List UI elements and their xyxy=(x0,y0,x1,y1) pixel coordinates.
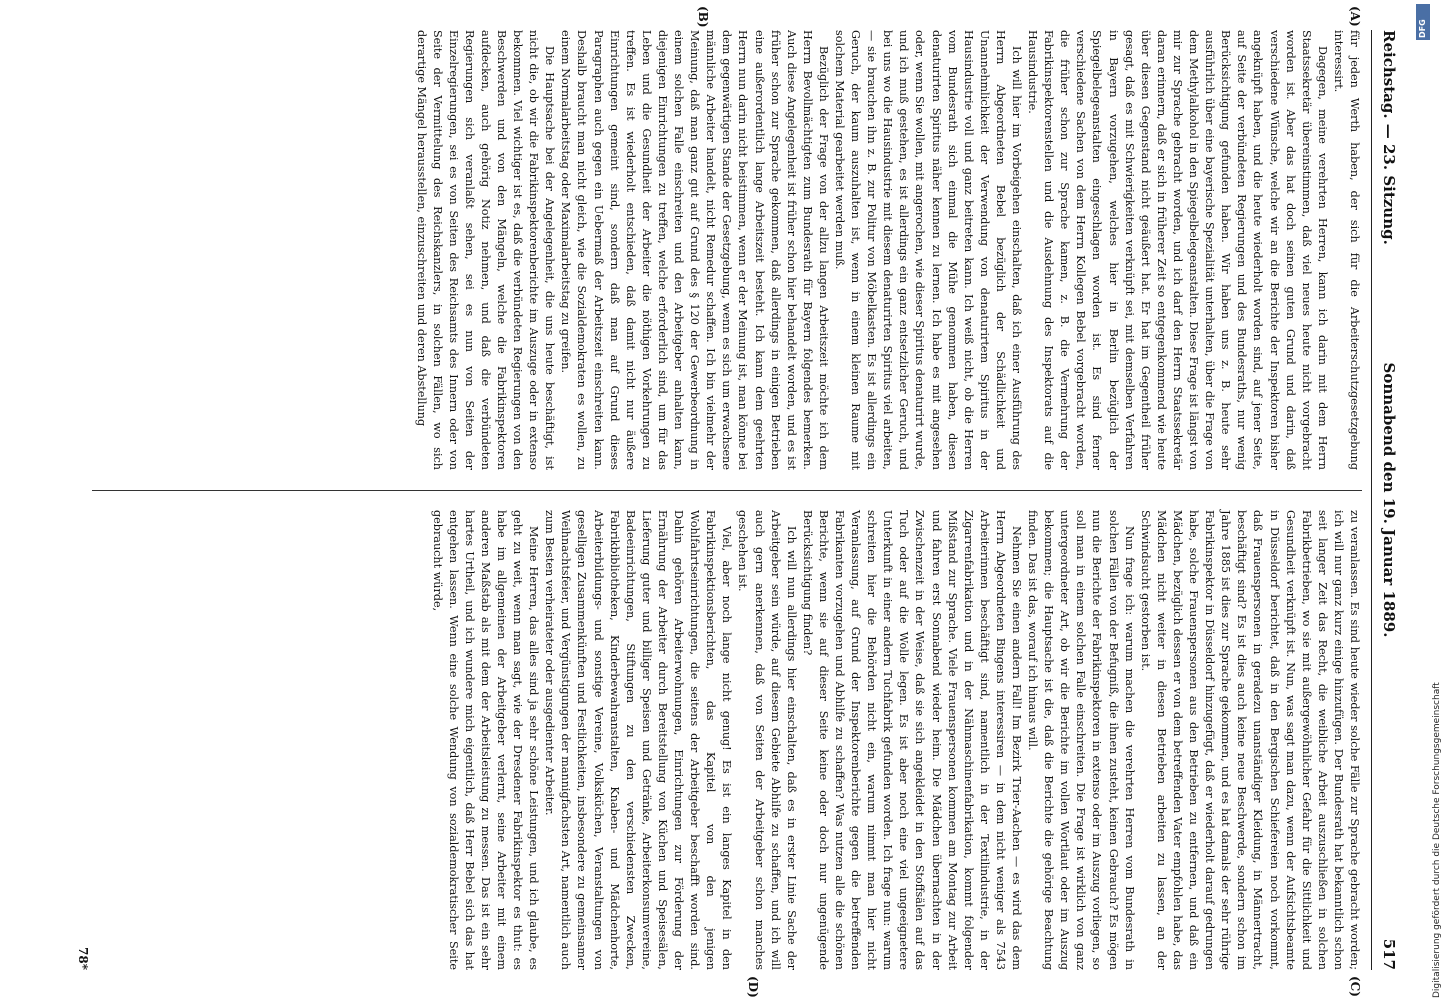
margin-marker-a: (A) xyxy=(1348,6,1362,27)
header-session: Reichstag. — 23. Sitzung. xyxy=(1380,30,1398,245)
margin-marker-c: (C) xyxy=(1348,976,1362,997)
document-page xyxy=(76,0,1410,1000)
text-column-left xyxy=(92,30,1362,470)
paragraph: für jeden Werth haben, der sich für die Arbeiterschutzgesetzgebung interessirt. xyxy=(1331,30,1361,470)
paragraph: Meine Herren, das alles sind ja sehr schöne Leistungen, und ich glaube, es geht zu weit, wenn man sagt, wie der Dresdener Fabrikinspektor es thut: es habe im allgemeinen der Arbeitgeber verlernt, seine Arbeiter mit einem anderen Maßstab als mit dem der Arbeitsleistung zu messen. Das ist ein sehr hartes Urtheil, und ich wundere mich eigentlich, daß Herr Bebel sich das hat entgehen lassen. Wenn eine solche Wendung von sozialdemokratischer Seite gebraucht würde, xyxy=(430,510,541,970)
paragraph: zu veranlassen. Es sind heute wieder solche Fälle zur Sprache gebracht worden; ich will nur ganz kurz einige hinzufügen. Der Bundesrath hat bekanntlich schon seit langer Zeit das Recht, die weibliche Arbeit auszuschließen in solchen Fabrikbetrieben, wo sie mit außergewöhnlicher Gefahr für die Sittlichkeit und Gesundheit verknüpft ist. Nun, was sagt man dazu, wenn der Aufsichtsbeamte in Düsseldorf berichtet, daß in den Bergischen Schiefereien noch vorkommt, daß Frauenspersonen in geradezu unanständiger Kleidung, in Männertracht, beschäftigt sind? Es ist dies auch keine neue Beschwerde, sondern schon im Jahre 1885 ist dies zur Sprache gekommen, und es hat damals der sehr rührige Fabrikinspektor in Düsseldorf hinzugefügt, daß er wiederholt darauf gedrungen habe, solche Frauenspersonen aus den Betrieben zu entfernen, und daß ein Mädchen, bezüglich dessen er von dem betreffenden Vater empfohlen habe, das Mädchen nicht weiter in diesen Betrieben arbeiten zu lassen, an der Schwindsucht gestorben ist. xyxy=(1138,510,1361,970)
paragraph: Die Hauptsache bei der Angelegenheit, die uns heute beschäftigt, ist nicht die, ob wir die Fabrikinspektorenberichte im Auszuge oder in extenso bekommen. Viel wichtiger ist es, daß die verbündeten Regierungen von den Beschwerden und von den Mängeln, welche die Fabrikinspektoren aufdecken, auch gehörig Notiz nehmen, und daß die verbündeten Regierungen sich veranlaßt sehen, sei es nun von Seiten der Einzelregierungen, sei es von Seiten des Reichsamts des Innern oder von Seite der Vermittelung des Reichskanzlers, in solchen Fällen, wo sich derartige Mängel herausstellen, einzuschreiten und deren Abstellung xyxy=(414,30,557,470)
paragraph: Ich will hier im Vorbeigehen einschalten, daß ich einer Ausführung des Herrn Abgeordneten Bebel bezüglich der Schädlichkeit und Unannehmlichkeit der Verwendung von denaturirtem Spiritus in der Hausindustrie voll und ganz beitreten kann. Ich weiß nicht, ob die Herren vom Bundesrath sich einmal die Mühe genommen haben, diesen denaturirten Spiritus näher kennen zu lernen. Ich habe es mit angesehen oder, wenn Sie wollen, mit angerochen, wie dieser Spiritus denaturirt wurde, und ich muß gestehen, es ist allerdings ein ganz entsetzlicher Geruch, und bei uns wo die Hausindustrie mit diesem denaturirten Spiritus viel arbeiten, — sie brauchen ihn z. B. zur Politur von Möbelkasten. Es ist allerdings ein Geruch, der kaum auszuhalten ist, wenn in einem kleinen Raume mit solchem Material gearbeitet werden muß. xyxy=(833,30,1024,470)
paragraph: Bezüglich der Frage von der allzu langen Arbeitszeit möchte ich dem Herrn Bevollmächtigten zum Bundesrath für Bayern folgendes bemerken. Auch diese Angelegenheit ist früher schon hier behandelt worden, und es ist früher schon zur Sprache gekommen, daß allerdings in einigen Betrieben eine außerordentlich lange Arbeitszeit besteht. Ich kann dem geehrten Herrn nun darin nicht beistimmen, wenn er der Meinung ist, man könne bei dem gegenwärtigen Stande der Gesetzgebung, wenn es sich um erwachsene männliche Arbeiter handelt, nicht Remedur schaffen. Ich bin vielmehr der Meinung, daß man ganz gut auf Grund des § 120 der Gewerbeordnung in einem solchen Falle einschreiten und den Arbeitgeber anhalten kann, diejenigen Einrichtungen zu treffen, welche erforderlich sind, um für das Leben und die Gesundheit der Arbeiter die nöthigen Vorkehrungen zu treffen. Es ist wiederholt entschieden, daß damit nicht nur äußere Einrichtungen gemeint sind, sondern daß man auf Grund dieses Paragraphen auch gegen ein Uebermaß der Arbeitszeit einschreiten kann. Deshalb braucht man nicht gleich, wie die Sozialdemokraten es wollen, zu einem Normalarbeitstag oder Maximalarbeitstag zu greifen. xyxy=(559,30,830,470)
column-divider xyxy=(92,490,1362,491)
margin-marker-d: (D) xyxy=(746,976,760,998)
paragraph: Ich will nun allerdings hier einschalten, daß es in erster Linie Sache der Arbeitgeber sein würde, auf diesem Gebiete Abhilfe zu schaffen, und ich will auch gern anerkennen, daß von Seiten der Arbeitgeber schon manches geschehen ist. xyxy=(736,510,798,970)
signature-mark: 78* xyxy=(76,947,90,970)
page-header xyxy=(1371,30,1400,970)
header-date: Sonnabend den 19. Januar 1889. xyxy=(1380,362,1398,638)
margin-marker-b: (B) xyxy=(696,6,710,28)
watermark-text: Digitalisierung gefördert durch die Deutsche Forschungsgemeinschaft xyxy=(1432,682,1442,998)
dfg-logo: DFG xyxy=(1416,4,1430,40)
page-number: 517 xyxy=(1380,938,1398,970)
paragraph: Dagegen, meine verehrten Herren, kann ich darin mit dem Herrn Staatssekretär übereinstimmen, daß viel neues heute nicht vorgebracht worden ist. Aber das hat doch seinen guten Grund und darin, daß verschiedene Wünsche, welche wir an die Berichte der Inspektoren bisher angeknüpft haben, und die heute wiederholt worden sind, auf jener Seite, auf Seite der verbündeten Regierungen und des Bundesraths, nur wenig Berücksichtigung gefunden haben. Wir haben uns z. B. heute sehr ausführlich über eine bayerische Spezialität unterhalten, über die Frage von dem Methylalkohol in den Spiegelbelegeanstalten. Diese Frage ist längst von mir zur Sprache gebracht worden, und ich darf den Herrn Staatssekretär daran erinnern, daß er sich in früherer Zeit so entgegenkommend wie heute über diesen Gegenstand nicht geäußert hat. Er hat im Gegentheil früher gesagt, daß es mit Schwierigkeiten verknüpft sei, mit demselben Verfahren in Bayern vorzugehen, welches hier in Berlin bezüglich der Spiegelbelegeanstalten eingeschlagen worden ist. Es sind ferner verschiedene Sachen von dem Herrn Kollegen Bebel vorgebracht worden, die früher schon zur Sprache kamen, z. B. die Vermehrung der Fabrikinspektorenstellen und die Ausdehnung des Inspektorats auf die Hausindustrie. xyxy=(1026,30,1329,470)
paragraph: Viel, aber noch lange nicht genug! Es ist ein langes Kapitel in den Fabrikinspektionsberichten, das Kapitel von den jenigen Wohlfahrtseinrichtungen, die seitens der Arbeitgeber beschafft worden sind. Dahin gehören Arbeiterwohnungen, Einrichtungen zur Förderung der Ernährung der Arbeiter durch Bereitstellung von Küchen und Speisesälen, Lieferung guter und billiger Speisen und Getränke, Arbeiterkonsumvereine, Badeeinrichtungen, Stiftungen zu den verschiedensten Zwecken, Fabrikbibliotheken, Kinderbewahranstalten, Knaben- und Mädchenhorte, Arbeiterbildungs- und sonstige Vereine, Volksküchen, Veranstaltungen von geselligen Zusammenkünften und Festlichkeiten, insbesondere zu gemeinsamer Weihnachtsfeier, und Vergünstigungen der mannigfachsten Art, namentlich auch zum Besten verheirateter oder ausgedienter Arbeiter. xyxy=(543,510,734,970)
paragraph: Nehmen Sie einen andern Fall! Im Bezirk Trier-Aachen — es wird das dem Herrn Abgeordneten Bingens interessiren — in dem nicht weniger als 7543 Arbeiterinnen beschäftigt sind, namentlich in der Textilindustrie, in der Zigarrenfabrikation und in der Nähmaschinenfabrikation, kommt folgender Mißstand zur Sprache. Viele Frauenspersonen kommen am Montag zur Arbeit und fahren erst Sonnabend wieder heim. Die Mädchen übernachten in der Zwischenzeit in der Weise, daß sie sich angekleidet in den Stoffsälen auf das Tuch oder auf die Wolle legen. Es ist aber noch eine viel ungeeignetere Unterkunft in einer andern Tuchfabrik gefunden worden. Ich frage nun: warum schreiten hier die Behörden nicht ein, warum nimmt man hier nicht Veranlassung, auf Grund der Inspektorenberichte gegen die betreffenden Fabrikanten vorzugehen und Abhilfe zu schaffen? Was nutzen alle die schönen Berichte, wenn sie auf dieser Seite keine oder doch nur ungenügende Berücksichtigung finden? xyxy=(800,510,1024,970)
paragraph: Nun frage ich: warum machen die verehrten Herren vom Bundesrath in solchen Fällen von der Befugniß, die ihnen zusteht, keinen Gebrauch? Es mögen nun die Berichte der Fabrikinspektoren in extenso oder im Auszug vorliegen, so soll man in einem solchen Falle einschreiten. Die Frage ist wirklich von ganz untergeordneter Art, ob wir die Berichte im vollen Wortlaut oder im Auszug bekommen; die Hauptsache ist die, daß die Berichte die gehörige Beachtung finden. Das ist das, worauf ich hinaus will. xyxy=(1026,510,1136,970)
text-column-right xyxy=(92,510,1362,970)
dfg-watermark xyxy=(1414,0,1442,1000)
